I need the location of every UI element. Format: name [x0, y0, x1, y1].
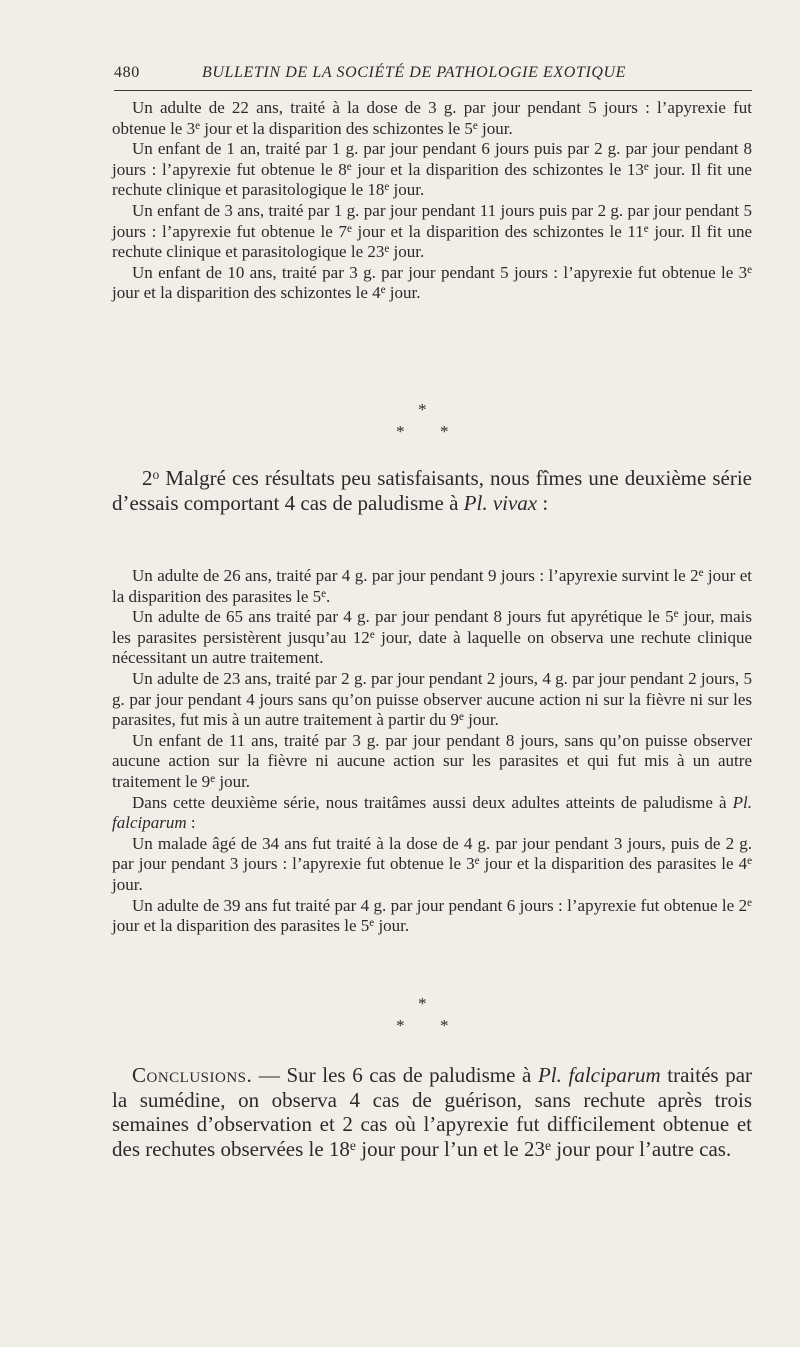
header-rule — [114, 90, 752, 91]
series2-intro: 2$^o$ Malgré ces résultats peu satisfaisants, nous fîmes une deuxième série d’essais comportant 4 cas de paludisme à Pl. vivax : — [112, 466, 752, 515]
species-name: Pl. falciparum — [537, 1063, 661, 1087]
case-paragraph: Un enfant de 11 ans, traité par 3 g. par jour pendant 8 jours, sans qu’on puisse observer aucune action sur la fièvre ni aucune action sur les parasites et qui fut mis à un autre traitement le 9e jour. — [112, 730, 752, 791]
case-paragraph: Un adulte de 26 ans, traité par 4 g. par jour pendant 9 jours : l’apyrexie survint le 2e jour et la disparition des parasites le 5e. — [112, 566, 752, 606]
conclusion-heading: Conclusions. — [132, 1063, 253, 1087]
conclusion-paragraph: Conclusions. — Sur les 6 cas de paludisme à Pl. falciparum traités par la sumédine, on observa 4 cas de guérison, sans rechute après trois semaines d’observation et 2 cas où l’apyrexie fut difficilement obtenue et des rechutes observées le 18e jour pour l’un et le 23e jour pour l’autre cas. — [112, 1063, 753, 1161]
species-name: Pl. falciparum — [112, 792, 752, 833]
asterism-separator: * * * — [396, 400, 449, 441]
case-paragraph: Un enfant de 10 ans, traité par 3 g. par jour pendant 5 jours : l’apyrexie fut obtenue le 3e jour et la disparition des schizontes le 4e jour. — [112, 262, 752, 303]
page-number: 480 — [114, 64, 140, 81]
case-paragraph: Un enfant de 1 an, traité par 1 g. par jour pendant 6 jours puis par 2 g. par jour pendant 8 jours : l’apyrexie fut obtenue le 8e jour et la disparition des schizontes le 13e jour. Il fit une rechute clinique et parasitologique le 18e jour. — [112, 139, 752, 200]
case-paragraph: Un adulte de 22 ans, traité à la dose de 3 g. par jour pendant 5 jours : l’apyrexie fut obtenue le 3e jour et la disparition des schizontes le 5e jour. — [112, 98, 752, 138]
asterism-separator: * * * — [396, 994, 449, 1035]
falciparum-intro: Dans cette deuxième série, nous traitâmes aussi deux adultes atteints de paludisme à Pl. falciparum : — [112, 792, 752, 833]
case-paragraph: Un adulte de 39 ans fut traité par 4 g. par jour pendant 6 jours : l’apyrexie fut obtenue le 2e jour et la disparition des parasites le 5e jour. — [112, 895, 752, 936]
series2-cases — [112, 566, 752, 937]
case-paragraph: Un adulte de 23 ans, traité par 2 g. par jour pendant 2 jours, 4 g. par jour pendant 2 jours, 5 g. par jour pendant 4 jours sans qu’on puisse observer aucune action ni sur la fièvre ni sur les parasites, fut mis à un autre traitement à partir du 9e jour. — [112, 668, 752, 730]
case-paragraph: Un malade âgé de 34 ans fut traité à la dose de 4 g. par jour pendant 3 jours, puis de 2 g. par jour pendant 3 jours : l’apyrexie fut obtenue le 3e jour et la disparition des parasites le 4e jour. — [112, 833, 752, 894]
running-header — [114, 64, 752, 88]
species-name: Pl. vivax — [463, 491, 538, 515]
series1-cases — [112, 98, 752, 304]
case-paragraph: Un enfant de 3 ans, traité par 1 g. par jour pendant 11 jours puis par 2 g. par jour pendant 5 jours : l’apyrexie fut obtenue le 7e jour et la disparition des schizontes le 11e jour. Il fit une rechute clinique et parasitologique le 23e jour. — [112, 200, 752, 262]
journal-title: BULLETIN DE LA SOCIÉTÉ DE PATHOLOGIE EXOTIQUE — [202, 64, 627, 81]
case-paragraph: Un adulte de 65 ans traité par 4 g. par jour pendant 8 jours fut apyrétique le 5e jour, mais les parasites persistèrent jusqu’au 12e jour, date à laquelle on observa une rechute clinique nécessitant un autre traitement. — [112, 607, 753, 668]
